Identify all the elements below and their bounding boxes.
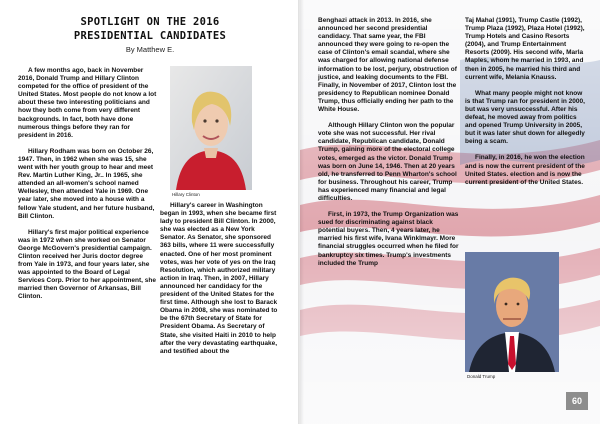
paragraph-trump-2016-win: Finally, in 2016, he won the election and is now the current president of the United States. election and is now the current president of the United States. bbox=[465, 154, 585, 186]
trump-portrait-image bbox=[465, 252, 559, 372]
paragraph-trump-properties: Taj Mahal (1991), Trump Castle (1992), Trump Plaza (1992), Plaza Hotel (1992), Trump Hotels and Casino Resorts (2004), and Trump Entertainment Resorts (2009). His second wife, Marla Maples, whom he married in 1993, and then in 2005, he married his third and current wife, Melania Knauss. bbox=[465, 17, 585, 81]
intro-paragraph: A few months ago, back in November 2016, Donald Trump and Hillary Clinton competed for the office of president of the United States. Most people do not know a lot about these two interesting politicians and how they both come from very different backgrounds. In fact, both have done numerous things before they ran for president in 2016. bbox=[18, 67, 157, 139]
article-title-line-2: PRESIDENTIAL CANDIDATES bbox=[73, 30, 227, 42]
donald-trump-photo bbox=[465, 252, 559, 372]
hillary-photo-caption: Hillary Clinton bbox=[172, 192, 200, 197]
right-page bbox=[300, 0, 600, 424]
paragraph-hillary-political-start: Hillary's first major political experience was in 1972 when she worked on Senator George McGovern's presidential campaign. Clinton received her Juris doctor degree from Yale in 1973, and four years later, she was appointed to the Board of Legal Services Corp. Prior to her appointment, she married then Governor of Arkansas, Bill Clinton. bbox=[18, 228, 156, 301]
hillary-portrait-image bbox=[170, 66, 252, 190]
page-gutter bbox=[298, 0, 304, 424]
byline: By Matthew E. bbox=[125, 45, 175, 54]
trump-photo-caption: Donald Trump bbox=[467, 374, 496, 379]
paragraph-hillary-career: Hillary's career in Washington began in 1993, when she became first lady to president Bill Clinton. In 2000, she was elected as a New York Senator. As Senator, she sponsored 363 bills, where 11 were successfully enacted. One of her most prominent votes, was her vote of yes on the Iraq Resolution, which authorized military action in Iraq. Then, in 2007, Hillary announced her candidacy for the president of the United States for the first time. Although she lost to Barack Obama in 2008, she was nominated to be the 67th Secretary of State for President Obama. As Secretary of State, she visited Haiti in 2010 to help after the very devastating earthquake, and testified about the bbox=[160, 202, 278, 355]
right-column-1 bbox=[318, 17, 460, 276]
page-number: 60 bbox=[566, 392, 588, 410]
hillary-clinton-photo bbox=[170, 66, 252, 190]
article-title-line-1: SPOTLIGHT ON THE 2016 bbox=[80, 16, 220, 28]
left-column-1 bbox=[18, 67, 158, 310]
right-column-2 bbox=[465, 17, 585, 195]
paragraph-trump-finances: First, in 1973, the Trump Organization was sued for discriminating against black potential buyers. Then, 4 years later, he married his first wife, Ivana Winklmayr. More financial struggles occurred when he filed for bankruptcy six times. Trump's investments included the Trump bbox=[318, 211, 459, 267]
paragraph-trump-2000-run: What many people might not know is that Trump ran for president in 2000, but was very unsuccessful. After his defeat, he moved away from politics and opened Trump University in 2005, but it was later shut down for allegedly being a scam. bbox=[465, 89, 585, 146]
left-column-2 bbox=[160, 202, 282, 364]
paragraph-hillary-early-life: Hillary Rodham was born on October 26, 1947. Then, in 1962 when she was 15, she went with her youth group to hear and meet Rev. Martin Luther King, Jr.. In 1965, she attended an all-women's school named Wellesley, then attended Yale in 1969. One year later, she moved into a house with a fellow Yale student, and her future husband, Bill Clinton. bbox=[18, 147, 155, 220]
paragraph-hillary-final: Benghazi attack in 2013. In 2016, she announced her second presidential candidacy. That same year, the FBI announced they were going to re-open the case of Clinton's email scandal, where she was charged for allowing national defense information to be lost, perjury, obstruction of justice, and leaking documents to the FBI. Finally, in November of 2017, Clinton lost the presidency to Republican nominee Donald Trump, thus officially ending her path to the White House. bbox=[318, 17, 457, 114]
paragraph-trump-intro: Although Hillary Clinton won the popular vote she was not successful. Her rival candidate, Republican candidate, Donald Trump, gaining more of the electoral college votes, emerged as the victor. Donald Trump was born on June 14, 1946. Then at 20 years old, he transferred to Penn Wharton's school for business. Throughout his career, Trump has experienced many financial and legal difficulties. bbox=[318, 122, 457, 202]
